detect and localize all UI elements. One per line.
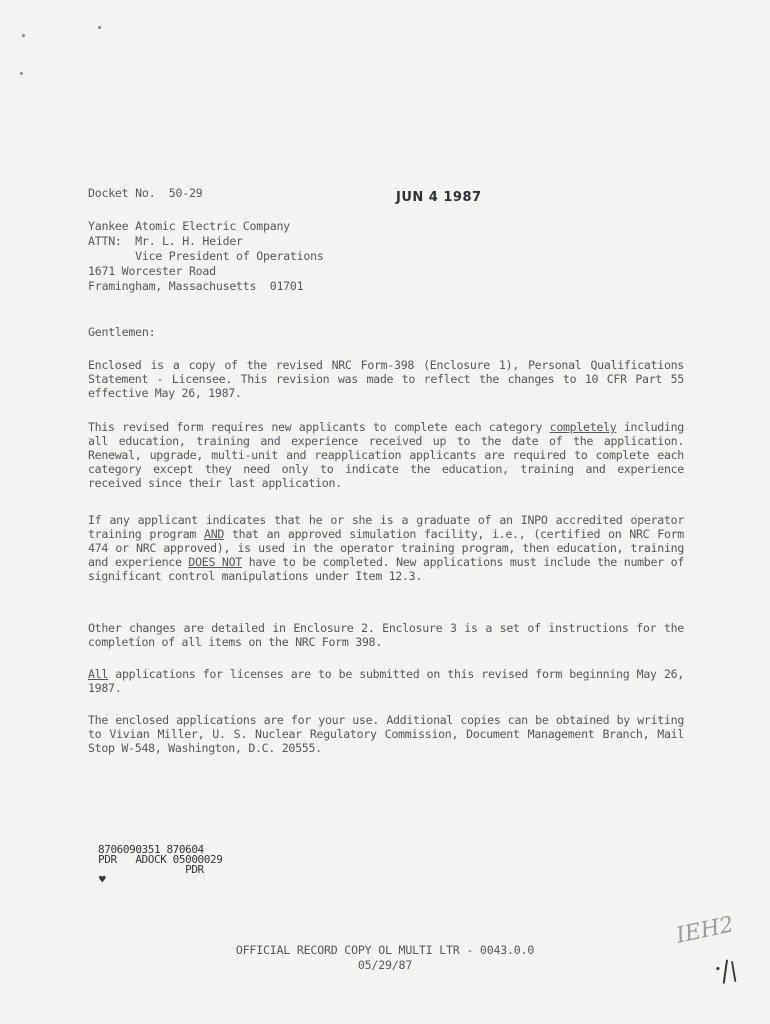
- date-stamp: JUN 4 1987: [396, 190, 482, 205]
- emphasis-all: All: [88, 667, 109, 681]
- emphasis-completely: completely: [549, 420, 617, 434]
- address-line: Vice President of Operations: [88, 249, 324, 263]
- footer-date: 05/29/87: [357, 958, 413, 972]
- paragraph-1: Enclosed is a copy of the revised NRC Form-398 (Enclosure 1), Personal Qualifications Statement - Licensee. This revision was made to reflect the changes to 10 CFR Part 55 effective May 26, 1987.: [88, 358, 684, 400]
- paragraph-5: [88, 667, 684, 695]
- emphasis-does-not: DOES NOT: [188, 555, 242, 569]
- stamp-line: PDR ADOCK 05000029: [98, 853, 223, 866]
- paragraph-3-text: If any applicant indicates that he or she is a graduate of an INPO accredited operator training program: [88, 513, 684, 541]
- paragraph-3-text: that an approved simulation facility, i.e., (certified on NRC Form 474 or NRC approved), is used in the operator training program, then education, training and experience: [88, 527, 684, 569]
- scan-speck: [22, 34, 25, 37]
- paragraph-2-text: This revised form requires new applicants to complete each category: [88, 420, 550, 434]
- scan-speck: [20, 72, 23, 75]
- handwritten-initials: IEH2: [674, 912, 736, 949]
- scan-speck: [98, 26, 101, 29]
- docket-number: Docket No. 50-29: [88, 186, 203, 200]
- paragraph-6: The enclosed applications are for your use. Additional copies can be obtained by writing to Vivian Miller, U. S. Nuclear Regulatory Commission, Document Management Branch, Mail Stop W-548, Washington, D.C. 20555.: [88, 713, 684, 755]
- stamp-line: PDR: [98, 863, 204, 876]
- address-line: Yankee Atomic Electric Company: [88, 219, 290, 233]
- paragraph-5-text: applications for licenses are to be submitted on this revised form beginning May 26, 1987.: [88, 667, 684, 695]
- paragraph-3-text: have to be completed. New applications must include the number of significant control manipulations under Item 12.3.: [88, 555, 684, 583]
- stamp-line: 8706090351 870604: [98, 843, 204, 856]
- salutation: Gentlemen:: [88, 325, 156, 339]
- paragraph-3: [88, 513, 684, 583]
- address-line: 1671 Worcester Road: [88, 264, 216, 278]
- paragraph-2: [88, 420, 684, 490]
- paragraph-2-text: including all education, training and experience received up to the date of the application. Renewal, upgrade, multi-unit and reapplication applicants are required to complete each category except they need only to indicate the education, training and experience received since their last application.: [88, 420, 684, 490]
- footer-record-line: OFFICIAL RECORD COPY OL MULTI LTR - 0043.0.0: [235, 943, 535, 957]
- handwritten-mark: ·|\: [712, 954, 740, 986]
- emphasis-and: AND: [204, 527, 225, 541]
- paragraph-4: Other changes are detailed in Enclosure 2. Enclosure 3 is a set of instructions for the completion of all items on the NRC Form 398.: [88, 621, 684, 649]
- address-line: ATTN: Mr. L. H. Heider: [88, 234, 243, 248]
- address-line: Framingham, Massachusetts 01701: [88, 279, 304, 293]
- heart-icon: ♥: [99, 873, 106, 886]
- document-id-stamp: [98, 845, 222, 875]
